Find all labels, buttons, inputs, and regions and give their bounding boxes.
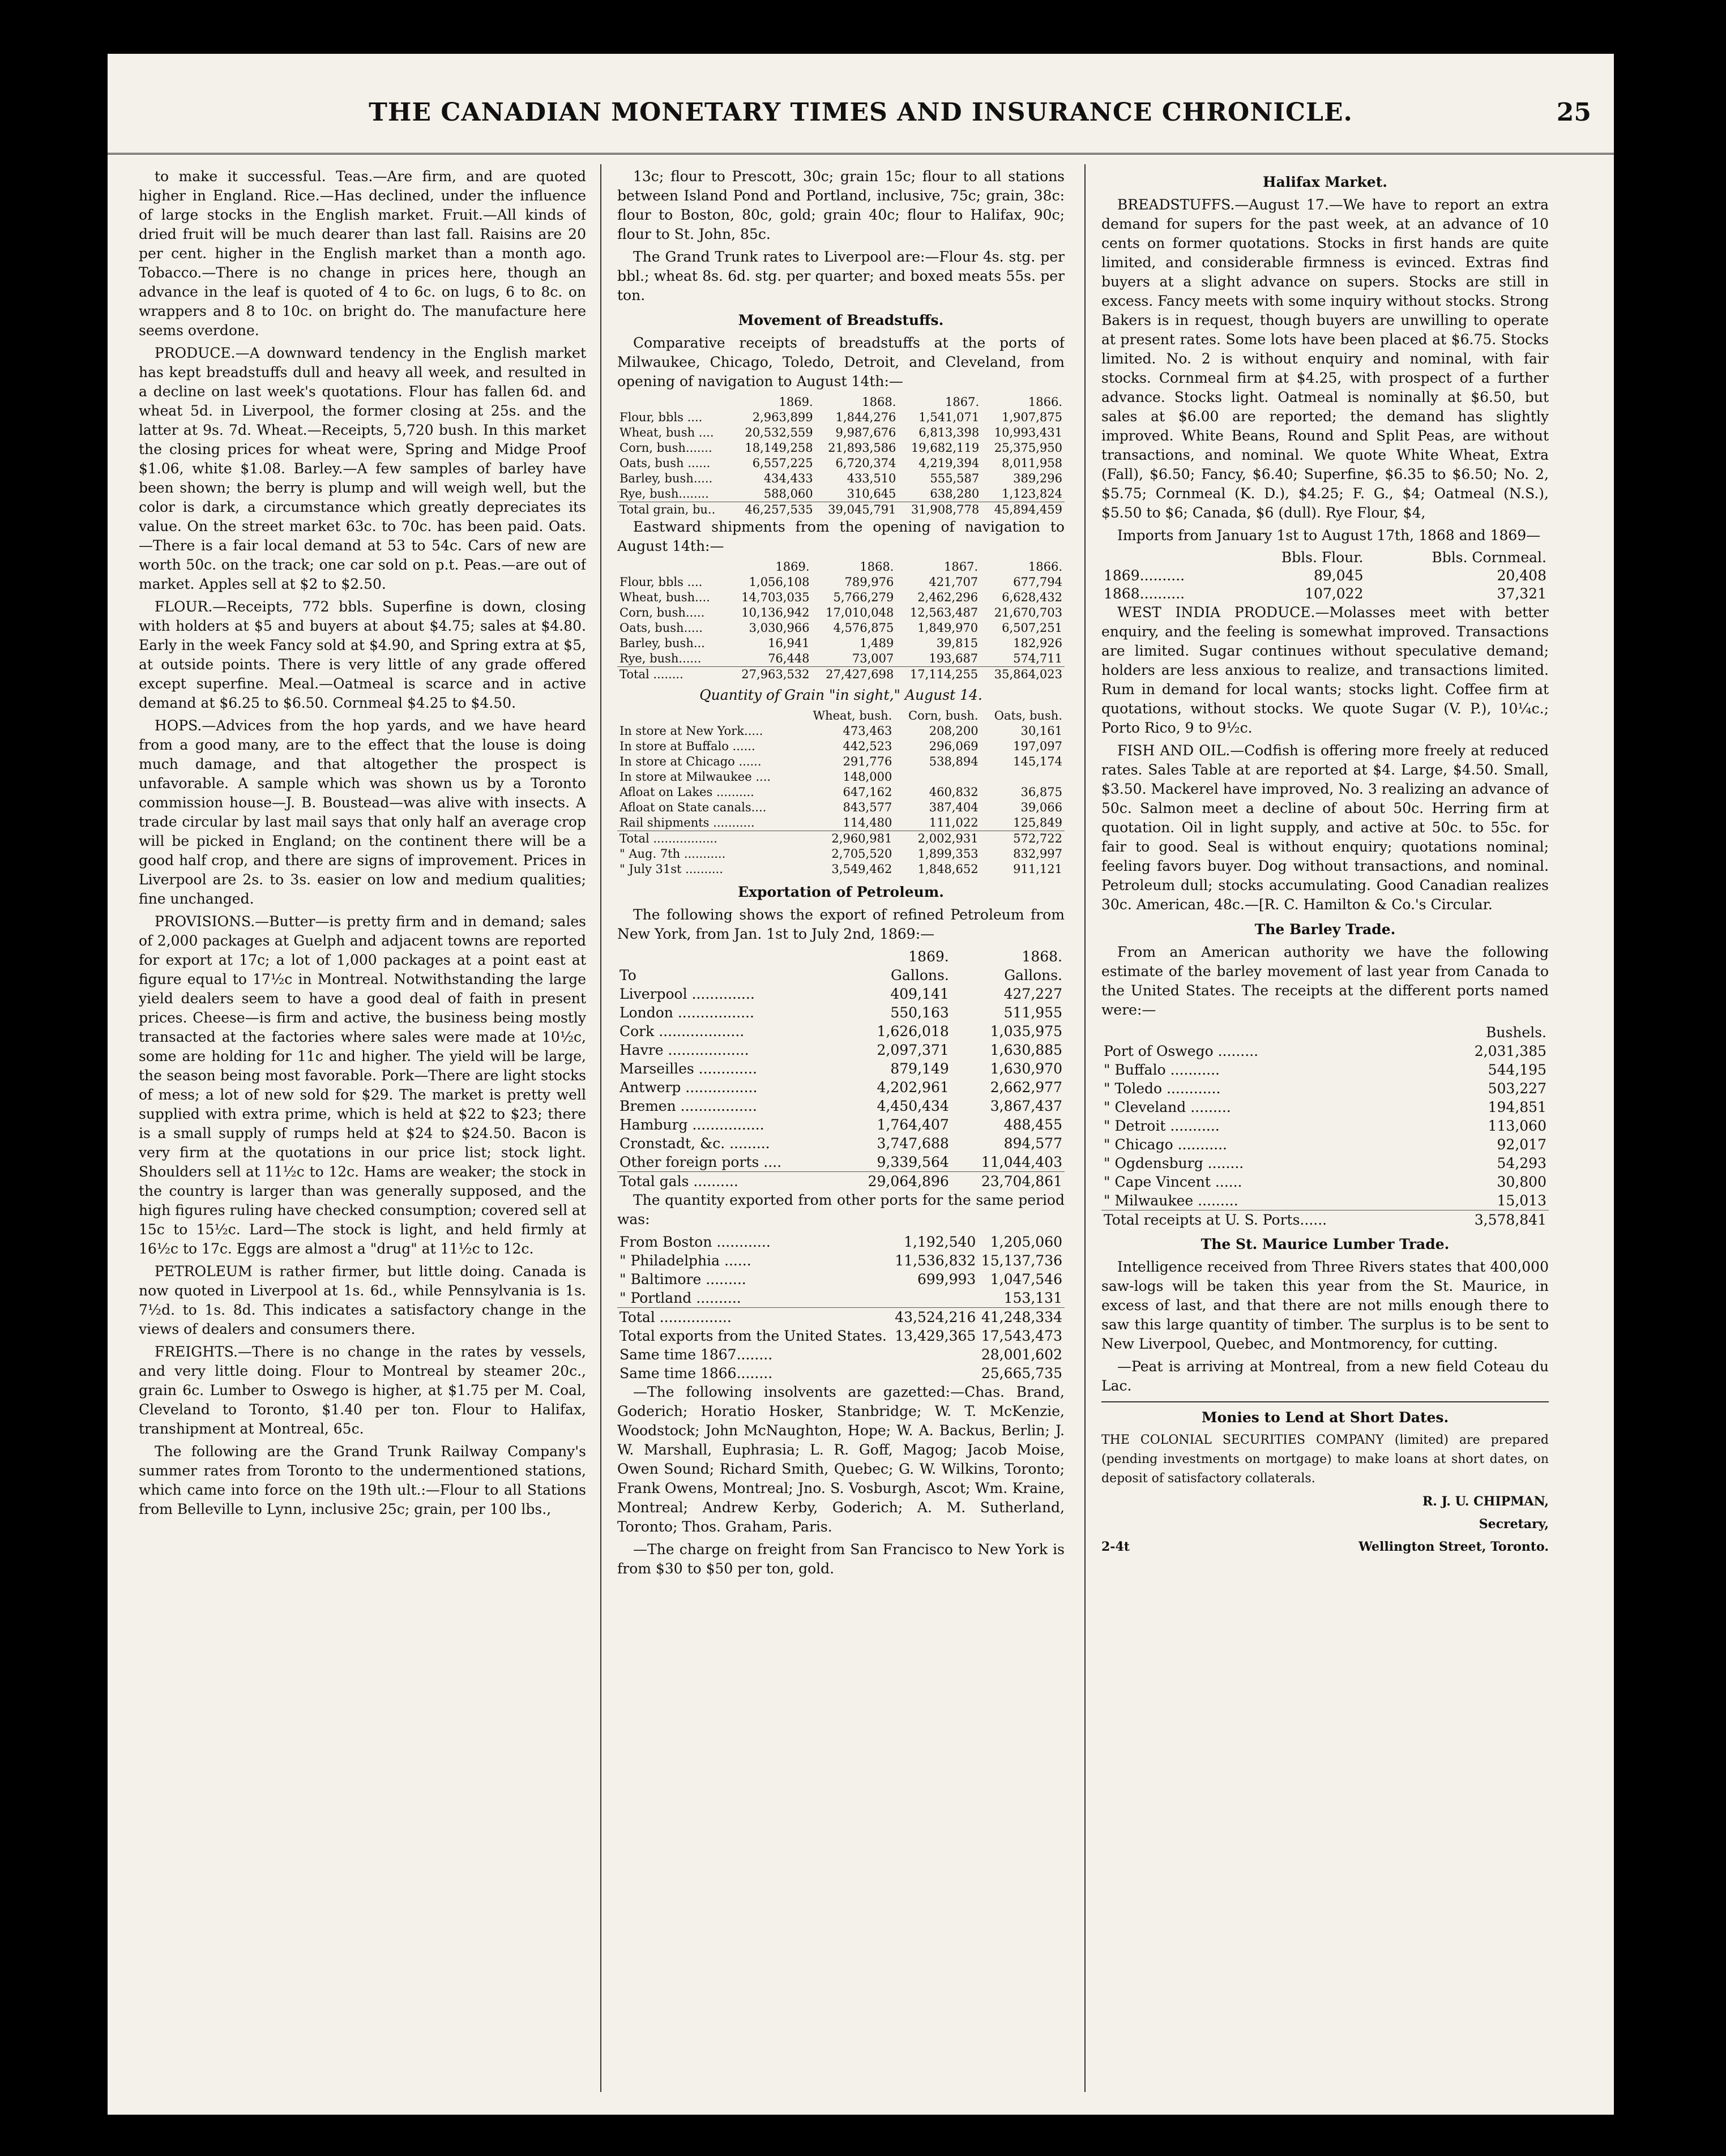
table-header-row (1101, 549, 1549, 567)
table-row: " Portland .......... 153,131 (620, 1290, 1062, 1306)
article-paragraph: Imports from January 1st to August 17th, 1868 and 1869— (1117, 527, 1541, 544)
table-total-row: Total ................. 2,960,981 2,002,931 572,722 (617, 831, 1065, 847)
article-paragraph: FREIGHTS.—There is no change in the rates by vessels, and very little doing. Flour to Montreal by steamer 20c., grain 6c. Lumber to Oswego is higher, at $1.75 per M. Coal, Cleveland to Toronto, $1.40 per ton. Flour to Halifax, transhipment at Montreal, 65c. (139, 1344, 586, 1437)
section-heading: Movement of Breadstuffs. (738, 312, 944, 328)
table-row: Other foreign ports .... 9,339,564 11,044,403 (620, 1154, 1062, 1170)
table-caption: Quantity of Grain "in sight," August 14. (699, 687, 982, 703)
table-row: " Chicago ........... 92,017 (1104, 1136, 1546, 1153)
article-paragraph: FISH AND OIL.—Codfish is offering more freely at reduced rates. Sales Table at are reported at $4. Large, $4.50. Small, $3.50. Mackerel have improved, No. 3 realizing an advance of 50c. Salmon meet a decline of about 50c. Herring firm at quotation. Oil in light supply, and active at 50c. to 55c. for fair to good. Seal is without enquiry; quotations nominal; feeling favors buyer. Dog without transactions, and nominal. Petroleum dull; stocks accumulating. Good Canadian realizes 30c. American, 48c.—[R. C. Hamilton & Co.'s Circular. (1101, 742, 1549, 913)
table-header-cell: Wheat, bush. (813, 709, 892, 722)
ad-heading: Monies to Lend at Short Dates. (1201, 1409, 1449, 1426)
table-header-row (1101, 1023, 1549, 1042)
article-paragraph: FLOUR.—Receipts, 772 bbls. Superfine is down, closing with holders at $5 and buyers at about $4.75; sales at $4.80. Early in the week Fancy sold at $4.90, and Spring extra at $5, at outside points. There is very little of any grade offered except superfine. Meal.—Oatmeal is scarce and in active demand at $6.25 to $6.50. Cornmeal $4.25 to $4.50. (139, 598, 586, 711)
table-row: " Ogdensburg ........ 54,293 (1104, 1155, 1546, 1171)
table-row: Rye, bush........ 588,060 310,645 638,280 1,123,824 (620, 487, 1062, 500)
table-total-row: Total ................ 43,524,216 41,248,334 (617, 1308, 1065, 1327)
article-paragraph: The following are the Grand Trunk Railway Company's summer rates from Toronto to the undermentioned stations, which came into force on the 19th ult.:—Flour to all Stations from Belleville to Lynn, inclusive 25c; grain, per 100 lbs., (139, 1443, 586, 1517)
ad-role: Secretary, (1479, 1517, 1549, 1532)
table-header-row (617, 947, 1065, 966)
article-paragraph: PRODUCE.—A downward tendency in the English market has kept breadstuffs dull and heavy all week, and resulted in a decline on last week's quotations. Flour has fallen 6d. and wheat 5d. in Liverpool, the former closing at 25s. and the latter at 9s. 7d. Wheat.—Receipts, 5,720 bush. In this market the closing prices for wheat were, Spring and Midge Proof $1.06, white $1.08. Barley.—A few samples of barley have been shown; the berry is plump and will weigh well, but the color is dark, a circumstance which greatly depreciates its value. On the street market 63c. to 70c. has been paid. Oats.—There is a fair local demand at 53 to 54c. Cars of new are worth 50c. on the track; one car sold on p.t. Peas.—are out of market. Apples sell at $2 to $2.50. (139, 345, 586, 592)
halifax-imports-table (1101, 549, 1549, 603)
article-paragraph: PROVISIONS.—Butter—is pretty firm and in demand; sales of 2,000 packages at Guelph and adjacent towns are reported for export at 17c; a lot of 1,000 packages at a point east at figure equal to 17½c in Montreal. Notwithstanding the large yield dealers seem to have a good deal of faith in present prices. Cheese—is firm and active, the business being mostly transacted at the factories where sales were made at 10½c, some are holding for 11c and higher. The yield will be large, the season being most favorable. Pork—There are light stocks of mess; a lot of new sold for $29. The market is pretty well supplied with extra prime, which is held at $22 to $23; there is a small supply of rumps held at $24 to $24.50. Bacon is very firm at the quotations in our price list; stock light. Shoulders sell at 11½c to 12c. Hams are weaker; the stock in the country is larger than was generally supposed, and the high figures ruling have checked consumption; covered sell at 15c to 15½c. Lard—The stock is light, and held firmly at 16½c to 17c. Eggs are almost a "drug" at 11½c to 12c. (139, 913, 586, 1257)
column-1 (139, 167, 586, 2092)
table-header-cell: Oats, bush. (994, 709, 1062, 722)
table-header-cell: Bbls. Flour. (1281, 549, 1364, 566)
table-row: Wheat, bush.... 14,703,035 5,766,279 2,462,296 6,628,432 (620, 591, 1062, 604)
table-row: Barley, bush..... 434,433 433,510 555,587 389,296 (620, 472, 1062, 485)
column-3 (1101, 167, 1549, 2092)
table-header-cell: 1866. (1028, 560, 1062, 574)
table-header-cell: To (620, 967, 636, 983)
newspaper-title: THE CANADIAN MONETARY TIMES AND INSURANCE CHRONICLE. (369, 98, 1353, 127)
article-paragraph: 13c; flour to Prescott, 30c; grain 15c; flour to all stations between Island Pond and Portland, inclusive, 75c; grain, 38c: flour to Boston, 80c, gold; grain 40c; flour to Halifax, 90c; flour to St. John, 85c. (617, 168, 1065, 242)
section-heading: The St. Maurice Lumber Trade. (1200, 1236, 1450, 1252)
table-header-cell: Corn, bush. (908, 709, 979, 722)
table-total-row: Total gals .......... 29,064,896 23,704,861 (617, 1172, 1065, 1191)
page-number: 25 (1556, 98, 1591, 127)
table-header-cell: Gallons. (890, 967, 949, 983)
table-row: Port of Oswego ......... 2,031,385 (1104, 1043, 1546, 1059)
freight-notice: —The charge on freight from San Francisco to New York is from $30 to $50 per ton, gold. (617, 1541, 1065, 1577)
table-row: " Aug. 7th ........... 2,705,520 1,899,353 832,997 (620, 847, 1062, 861)
table-total-row: Total receipts at U. S. Ports...... 3,578,841 (1101, 1210, 1549, 1230)
article-paragraph: BREADSTUFFS.—August 17.—We have to report an extra demand for supers for the past week, at an advance of 10 cents on former quotations. Stocks in first hands are quite limited, and considerable firmness is evinced. Extras find buyers at a slight advance on supers. Stocks are still in excess. Fancy meets with some inquiry without stocks. Strong Bakers is in request, though buyers are unwilling to operate at present rates. Some lots have been placed at $6.75. Stocks limited. No. 2 is without enquiry and nominal, with fair stocks. Cornmeal firm at $4.25, with prospect of a further advance. Stocks light. Oatmeal is nominally at $6.50, but sales at $6.00 are reported; the demand has slightly improved. White Beans, Round and Split Peas, are without transactions, and nominal. We quote White Wheat, Extra (Fall), $6.50; Fancy, $6.40; Superfine, $6.35 to $6.50; No. 2, $5.75; Cornmeal (K. D.), $4.25; F. G., $4; Oatmeal (N.S.), $5.50 to $6; Canada, $6 (dull). Rye Flour, $4, (1101, 196, 1549, 521)
ad-signatory: R. J. U. CHIPMAN, (1422, 1494, 1549, 1509)
table-row: " Toledo ............ 503,227 (1104, 1080, 1546, 1097)
table-total-row: Total grain, bu.. 46,257,535 39,045,791 31,908,778 45,894,459 (617, 502, 1065, 518)
article-paragraph: to make it successful. Teas.—Are firm, and are quoted higher in England. Rice.—Has declined, under the influence of large stocks in the English market. Fruit.—All kinds of dried fruit will be much dearer than last fall. Raisins are 20 per cent. higher in the English market than a month ago. Tobacco.—There is no change in prices here, though an advance in the leaf is quoted of 4 to 6c. on lugs, 6 to 8c. on wrappers and 8 to 10c. on bright do. The manufacture here seems overdone. (139, 168, 586, 339)
section-intro: Eastward shipments from the opening of navigation to August 14th:— (617, 519, 1065, 554)
table-header-row (617, 708, 1065, 724)
table-row: " Cape Vincent ...... 30,800 (1104, 1174, 1546, 1190)
article-paragraph: HOPS.—Advices from the hop yards, and we have heard from a good many, are to the effect that the louse is doing much damage, and that altogether the prospect is unfavorable. A sample which was shown us by a Toronto commission house—J. B. Boustead—was alive with insects. A trade circular by last mail says that only half an average crop will be picked in England; on the continent there will be a good half crop, and there are signs of improvement. Prices in Liverpool are 2s. to 3s. easier on low and medium qualities; fine unchanged. (139, 717, 586, 907)
table-header-cell: 1869. (775, 560, 810, 574)
article-paragraph: Intelligence received from Three Rivers states that 400,000 saw-logs will be taken this year from the St. Maurice, in excess of last, and that there are not mills enough there to saw this large quantity of timber. The surplus is to be sent to New Liverpool, Quebec, and Montmorency, for cutting. (1101, 1259, 1549, 1352)
table-row: Corn, bush....... 18,149,258 21,893,586 19,682,119 25,375,950 (620, 441, 1062, 455)
table-row: From Boston ............ 1,192,540 1,205,060 (620, 1234, 1062, 1250)
table-header-cell: 1866. (1028, 395, 1062, 409)
table-row: Corn, bush..... 10,136,942 17,010,048 12,563,487 21,670,703 (620, 606, 1062, 619)
ad-code: 2-4t (1101, 1539, 1130, 1554)
table-row: In store at Buffalo ...... 442,523 296,069 197,097 (620, 739, 1062, 753)
table-header-cell: Bushels. (1486, 1024, 1546, 1041)
table-header-cell: 1869. (908, 948, 949, 965)
table-row: " Milwaukee ......... 15,013 (1104, 1192, 1546, 1209)
table-row: Rye, bush...... 76,448 73,007 193,687 574,711 (620, 652, 1062, 665)
table-header-cell: Gallons. (1004, 967, 1062, 983)
table-row: Oats, bush..... 3,030,966 4,576,875 1,849,970 6,507,251 (620, 621, 1062, 635)
section-divider (1101, 1401, 1549, 1402)
table-row: Hamburg ................ 1,764,407 488,455 (620, 1116, 1062, 1133)
table-row: Marseilles ............. 879,149 1,630,970 (620, 1060, 1062, 1077)
table-row: 1868.......... 107,022 37,321 (1104, 585, 1546, 602)
petroleum-export-table (617, 947, 1065, 1191)
column-rule (1084, 164, 1086, 2092)
table-row: " Detroit ........... 113,060 (1104, 1118, 1546, 1134)
eastward-shipments-table (617, 559, 1065, 682)
grain-in-sight-table (617, 708, 1065, 877)
table-row: Liverpool .............. 409,141 427,227 (620, 986, 1062, 1002)
table-row: " Buffalo ........... 544,195 (1104, 1062, 1546, 1078)
article-paragraph: PETROLEUM is rather firmer, but little doing. Canada is now quoted in Liverpool at 1s. 6d., while Pennsylvania is 1s. 7½d. to 1s. 8d. This indicates a satisfactory change in the views of dealers and consumers there. (139, 1263, 586, 1337)
article-paragraph: —Peat is arriving at Montreal, from a new field Coteau du Lac. (1101, 1358, 1549, 1394)
table-header-cell: 1868. (862, 395, 896, 409)
table-row: Wheat, bush .... 20,532,559 9,987,676 6,813,398 10,993,431 (620, 426, 1062, 439)
newspaper-page (108, 54, 1614, 2115)
section-heading: Exportation of Petroleum. (738, 884, 944, 900)
section-heading: The Barley Trade. (1254, 921, 1396, 938)
table-row: " Cleveland ......... 194,851 (1104, 1099, 1546, 1115)
column-rule (600, 164, 601, 2092)
table-row: Havre .................. 2,097,371 1,630,885 (620, 1042, 1062, 1058)
page-header (108, 88, 1614, 139)
article-paragraph: WEST INDIA PRODUCE.—Molasses meet with better enquiry, and the feeling is somewhat improved. Transactions are limited. Sugar continues without speculative demand; holders are less anxious to realize, and transactions limited. Rum in demand for local wants; stocks light. Coffee firm at quotations, without stocks. We quote Sugar (V. P.), 10¼c.; Porto Rico, 9 to 9½c. (1101, 604, 1549, 736)
advertisement (1101, 1408, 1549, 1556)
ad-body: THE COLONIAL SECURITIES COMPANY (limited) are prepared (pending investments on mortgage) to make loans at short dates, on deposit of satisfactory collaterals. (1101, 1433, 1549, 1486)
table-row: Afloat on Lakes .......... 647,162 460,832 36,875 (620, 785, 1062, 799)
table-header-cell: 1868. (1022, 948, 1062, 965)
petroleum-other-ports-table (617, 1233, 1065, 1383)
table-row: In store at Chicago ...... 291,776 538,894 145,174 (620, 755, 1062, 768)
table-header-cell: 1867. (945, 395, 980, 409)
table-header-cell: 1867. (944, 560, 979, 574)
ad-footer (1101, 1537, 1549, 1556)
article-paragraph: From an American authority we have the following estimate of the barley movement of last year from Canada to the United States. The receipts at the different ports named were:— (1101, 944, 1549, 1018)
table-header-row (617, 966, 1065, 985)
table-row: " Philadelphia ...... 11,536,832 15,137,736 (620, 1252, 1062, 1269)
barley-receipts-table (1101, 1023, 1549, 1229)
table-row: Rail shipments ........... 114,480 111,022 125,849 (620, 816, 1062, 829)
table-row: Afloat on State canals.... 843,577 387,404 39,066 (620, 801, 1062, 814)
ad-address: Wellington Street, Toronto. (1358, 1539, 1549, 1554)
table-row: " July 31st .......... 3,549,462 1,848,652 911,121 (620, 862, 1062, 876)
table-row: Flour, bbls .... 2,963,899 1,844,276 1,541,071 1,907,875 (620, 410, 1062, 424)
table-row: Cork ................... 1,626,018 1,035,975 (620, 1023, 1062, 1040)
table-row: " Baltimore ......... 699,993 1,047,546 (620, 1271, 1062, 1287)
article-paragraph: The Grand Trunk rates to Liverpool are:—Flour 4s. stg. per bbl.; wheat 8s. 6d. stg. per quarter; and boxed meats 55s. per ton. (617, 249, 1065, 303)
section-intro: The quantity exported from other ports for the same period was: (617, 1192, 1065, 1227)
table-row: London ................. 550,163 511,955 (620, 1004, 1062, 1021)
table-row: Cronstadt, &c. ......... 3,747,688 894,577 (620, 1135, 1062, 1152)
header-rule (108, 153, 1614, 155)
table-total-row: Total ........ 27,963,532 27,427,698 17,114,255 35,864,023 (617, 667, 1065, 683)
table-row: Same time 1867........ 28,001,602 (620, 1346, 1062, 1363)
table-header-row (617, 395, 1065, 410)
table-row: Barley, bush... 16,941 1,489 39,815 182,926 (620, 636, 1062, 650)
table-row: Antwerp ................ 4,202,961 2,662,977 (620, 1079, 1062, 1096)
table-row: Oats, bush ...... 6,557,225 6,720,374 4,219,394 8,011,958 (620, 456, 1062, 470)
table-row: Total exports from the United States. 13,429,365 17,543,473 (620, 1328, 1062, 1344)
table-header-cell: Bbls. Cornmeal. (1432, 549, 1546, 566)
column-2 (617, 167, 1065, 2092)
table-row: In store at Milwaukee .... 148,000 (620, 770, 892, 784)
breadstuffs-receipts-table (617, 395, 1065, 517)
table-row: Bremen ................. 4,450,434 3,867,437 (620, 1098, 1062, 1114)
table-header-cell: 1869. (779, 395, 813, 409)
section-intro: Comparative receipts of breadstuffs at the ports of Milwaukee, Chicago, Toledo, Detroit, and Cleveland, from opening of navigation to August 14th:— (617, 335, 1065, 390)
table-header-row (617, 559, 1065, 575)
table-row: 1869.......... 89,045 20,408 (1104, 567, 1546, 584)
table-header-cell: 1868. (860, 560, 894, 574)
table-row: Same time 1866........ 25,665,735 (620, 1365, 1062, 1381)
table-row: In store at New York..... 473,463 208,200 30,161 (620, 724, 1062, 738)
insolvents-notice: —The following insolvents are gazetted:—Chas. Brand, Goderich; Horatio Hosker, Stanbridge; W. T. McKenzie, Woodstock; John McNaughton, Hope; W. A. Backus, Berlin; J. W. Marshall, Euphrasia; L. R. Goff, Magog; Jacob Moise, Owen Sound; Richard Smith, Quebec; G. W. Wilkins, Toronto; Frank Owens, Montreal; Jno. S. Vosburgh, Ascot; Wm. Kraine, Montreal; Andrew Kerby, Goderich; A. M. Sutherland, Toronto; Thos. Graham, Paris. (617, 1384, 1065, 1535)
section-heading: Halifax Market. (1263, 174, 1387, 190)
table-row: Flour, bbls .... 1,056,108 789,976 421,707 677,794 (620, 575, 1062, 589)
section-intro: The following shows the export of refined Petroleum from New York, from Jan. 1st to July 2nd, 1869:— (617, 906, 1065, 942)
